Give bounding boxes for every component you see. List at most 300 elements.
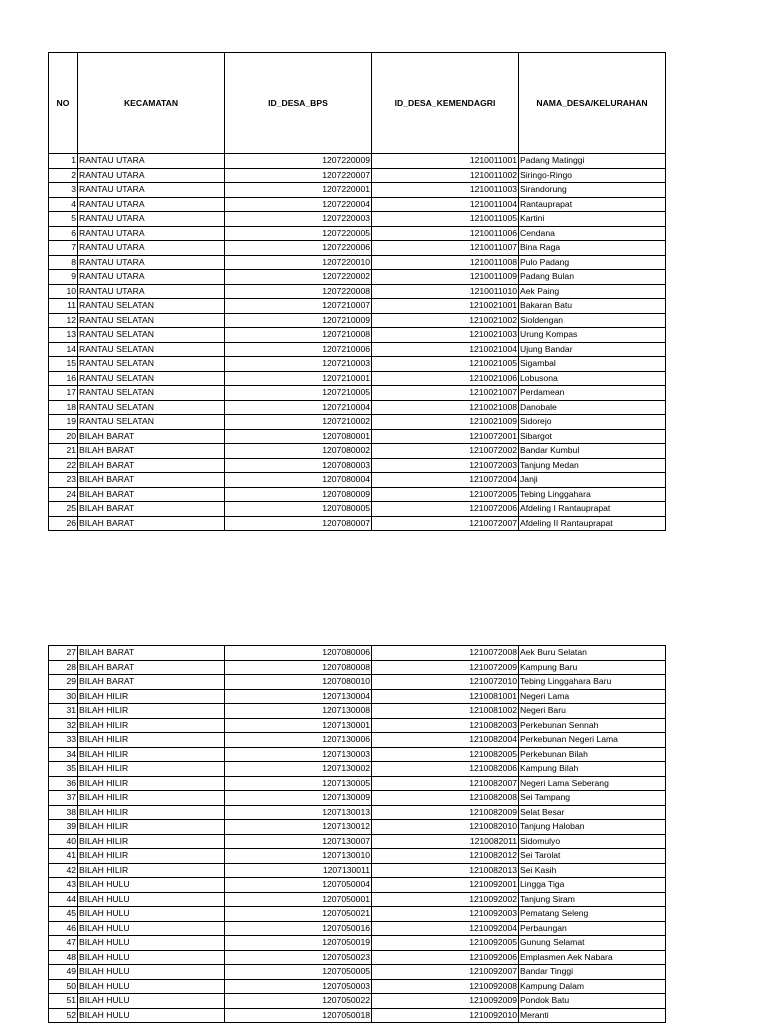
row-id-desa-bps: 1207050016 bbox=[225, 921, 372, 936]
row-kecamatan: BILAH BARAT bbox=[78, 473, 225, 488]
table-row bbox=[49, 386, 666, 401]
row-id-desa-kemendagri: 1210082009 bbox=[372, 805, 519, 820]
row-id-desa-kemendagri: 1210082004 bbox=[372, 733, 519, 748]
row-no: 45 bbox=[49, 907, 78, 922]
village-table-page-2 bbox=[48, 645, 666, 1023]
row-nama-desa: Kampung Bilah bbox=[519, 762, 666, 777]
row-id-desa-kemendagri: 1210081002 bbox=[372, 704, 519, 719]
row-nama-desa: Sei Tarolat bbox=[519, 849, 666, 864]
row-id-desa-bps: 1207080006 bbox=[225, 646, 372, 661]
row-kecamatan: BILAH HULU bbox=[78, 1008, 225, 1023]
row-no: 52 bbox=[49, 1008, 78, 1023]
row-nama-desa: Kartini bbox=[519, 212, 666, 227]
row-id-desa-bps: 1207050001 bbox=[225, 892, 372, 907]
row-id-desa-kemendagri: 1210021004 bbox=[372, 342, 519, 357]
row-id-desa-bps: 1207130004 bbox=[225, 689, 372, 704]
row-kecamatan: RANTAU UTARA bbox=[78, 197, 225, 212]
row-no: 50 bbox=[49, 979, 78, 994]
table-row bbox=[49, 516, 666, 531]
row-kecamatan: BILAH HILIR bbox=[78, 776, 225, 791]
row-kecamatan: BILAH HULU bbox=[78, 936, 225, 951]
header-nama-desa: NAMA_DESA/KELURAHAN bbox=[519, 53, 666, 154]
row-kecamatan: RANTAU UTARA bbox=[78, 255, 225, 270]
row-id-desa-bps: 1207130011 bbox=[225, 863, 372, 878]
row-id-desa-kemendagri: 1210011001 bbox=[372, 154, 519, 169]
row-nama-desa: Pematang Seleng bbox=[519, 907, 666, 922]
table-row bbox=[49, 805, 666, 820]
table-row bbox=[49, 718, 666, 733]
row-no: 12 bbox=[49, 313, 78, 328]
row-nama-desa: Sei Tampang bbox=[519, 791, 666, 806]
row-id-desa-bps: 1207050003 bbox=[225, 979, 372, 994]
row-id-desa-bps: 1207210003 bbox=[225, 357, 372, 372]
row-id-desa-kemendagri: 1210082008 bbox=[372, 791, 519, 806]
row-kecamatan: RANTAU UTARA bbox=[78, 212, 225, 227]
row-kecamatan: RANTAU SELATAN bbox=[78, 342, 225, 357]
row-id-desa-bps: 1207080004 bbox=[225, 473, 372, 488]
row-id-desa-kemendagri: 1210082011 bbox=[372, 834, 519, 849]
row-nama-desa: Sigambal bbox=[519, 357, 666, 372]
row-no: 20 bbox=[49, 429, 78, 444]
row-id-desa-bps: 1207210008 bbox=[225, 328, 372, 343]
row-kecamatan: BILAH HILIR bbox=[78, 733, 225, 748]
row-no: 25 bbox=[49, 502, 78, 517]
row-nama-desa: Rantauprapat bbox=[519, 197, 666, 212]
table-row bbox=[49, 473, 666, 488]
table-body bbox=[49, 646, 666, 1023]
row-nama-desa: Emplasmen Aek Nabara bbox=[519, 950, 666, 965]
table-row bbox=[49, 313, 666, 328]
table-row bbox=[49, 241, 666, 256]
row-no: 48 bbox=[49, 950, 78, 965]
row-id-desa-kemendagri: 1210082007 bbox=[372, 776, 519, 791]
row-kecamatan: BILAH HULU bbox=[78, 892, 225, 907]
row-id-desa-bps: 1207080007 bbox=[225, 516, 372, 531]
row-id-desa-kemendagri: 1210011002 bbox=[372, 168, 519, 183]
row-id-desa-kemendagri: 1210082003 bbox=[372, 718, 519, 733]
row-no: 5 bbox=[49, 212, 78, 227]
row-id-desa-bps: 1207080009 bbox=[225, 487, 372, 502]
row-no: 37 bbox=[49, 791, 78, 806]
row-id-desa-kemendagri: 1210072007 bbox=[372, 516, 519, 531]
table-row bbox=[49, 646, 666, 661]
row-nama-desa: Pondok Batu bbox=[519, 994, 666, 1009]
table-row bbox=[49, 284, 666, 299]
row-no: 4 bbox=[49, 197, 78, 212]
row-no: 2 bbox=[49, 168, 78, 183]
row-kecamatan: BILAH BARAT bbox=[78, 444, 225, 459]
row-id-desa-bps: 1207210007 bbox=[225, 299, 372, 314]
row-id-desa-kemendagri: 1210021005 bbox=[372, 357, 519, 372]
row-id-desa-kemendagri: 1210072008 bbox=[372, 646, 519, 661]
row-id-desa-bps: 1207130001 bbox=[225, 718, 372, 733]
table-row bbox=[49, 921, 666, 936]
row-no: 33 bbox=[49, 733, 78, 748]
row-kecamatan: BILAH HILIR bbox=[78, 863, 225, 878]
table-row bbox=[49, 400, 666, 415]
row-id-desa-bps: 1207210005 bbox=[225, 386, 372, 401]
row-id-desa-kemendagri: 1210082012 bbox=[372, 849, 519, 864]
row-nama-desa: Tanjung Medan bbox=[519, 458, 666, 473]
row-kecamatan: BILAH BARAT bbox=[78, 502, 225, 517]
row-nama-desa: Tanjung Haloban bbox=[519, 820, 666, 835]
table-row bbox=[49, 849, 666, 864]
row-id-desa-bps: 1207130002 bbox=[225, 762, 372, 777]
row-id-desa-bps: 1207220010 bbox=[225, 255, 372, 270]
row-no: 28 bbox=[49, 660, 78, 675]
row-kecamatan: BILAH HULU bbox=[78, 994, 225, 1009]
row-kecamatan: BILAH BARAT bbox=[78, 660, 225, 675]
row-id-desa-kemendagri: 1210092006 bbox=[372, 950, 519, 965]
row-id-desa-bps: 1207210004 bbox=[225, 400, 372, 415]
row-id-desa-kemendagri: 1210081001 bbox=[372, 689, 519, 704]
row-kecamatan: RANTAU SELATAN bbox=[78, 328, 225, 343]
row-kecamatan: BILAH HILIR bbox=[78, 820, 225, 835]
row-kecamatan: BILAH BARAT bbox=[78, 516, 225, 531]
row-nama-desa: Cendana bbox=[519, 226, 666, 241]
row-no: 42 bbox=[49, 863, 78, 878]
row-kecamatan: BILAH HILIR bbox=[78, 689, 225, 704]
row-id-desa-bps: 1207220004 bbox=[225, 197, 372, 212]
table-row bbox=[49, 429, 666, 444]
row-id-desa-bps: 1207220005 bbox=[225, 226, 372, 241]
row-no: 27 bbox=[49, 646, 78, 661]
row-id-desa-kemendagri: 1210092007 bbox=[372, 965, 519, 980]
row-id-desa-kemendagri: 1210011010 bbox=[372, 284, 519, 299]
table-row bbox=[49, 487, 666, 502]
row-kecamatan: RANTAU SELATAN bbox=[78, 371, 225, 386]
row-kecamatan: BILAH BARAT bbox=[78, 429, 225, 444]
row-nama-desa: Aek Paing bbox=[519, 284, 666, 299]
table-row bbox=[49, 357, 666, 372]
header-no: NO bbox=[49, 53, 78, 154]
row-id-desa-bps: 1207050021 bbox=[225, 907, 372, 922]
row-no: 31 bbox=[49, 704, 78, 719]
row-id-desa-kemendagri: 1210082013 bbox=[372, 863, 519, 878]
table-row bbox=[49, 660, 666, 675]
row-id-desa-bps: 1207130008 bbox=[225, 704, 372, 719]
row-id-desa-kemendagri: 1210072003 bbox=[372, 458, 519, 473]
table-row bbox=[49, 444, 666, 459]
row-nama-desa: Perkebunan Negeri Lama bbox=[519, 733, 666, 748]
row-id-desa-kemendagri: 1210021006 bbox=[372, 371, 519, 386]
row-id-desa-bps: 1207130012 bbox=[225, 820, 372, 835]
row-nama-desa: Negeri Lama Seberang bbox=[519, 776, 666, 791]
row-nama-desa: Padang Bulan bbox=[519, 270, 666, 285]
row-id-desa-kemendagri: 1210092009 bbox=[372, 994, 519, 1009]
row-kecamatan: RANTAU SELATAN bbox=[78, 415, 225, 430]
table-row bbox=[49, 255, 666, 270]
row-id-desa-kemendagri: 1210011009 bbox=[372, 270, 519, 285]
row-id-desa-bps: 1207220009 bbox=[225, 154, 372, 169]
row-id-desa-bps: 1207220002 bbox=[225, 270, 372, 285]
row-no: 21 bbox=[49, 444, 78, 459]
header-id-desa-kemendagri: ID_DESA_KEMENDAGRI bbox=[372, 53, 519, 154]
row-id-desa-kemendagri: 1210021009 bbox=[372, 415, 519, 430]
row-no: 36 bbox=[49, 776, 78, 791]
row-kecamatan: RANTAU UTARA bbox=[78, 270, 225, 285]
row-nama-desa: Urung Kompas bbox=[519, 328, 666, 343]
row-kecamatan: RANTAU UTARA bbox=[78, 284, 225, 299]
row-nama-desa: Afdeling II Rantauprapat bbox=[519, 516, 666, 531]
row-id-desa-bps: 1207130005 bbox=[225, 776, 372, 791]
row-kecamatan: BILAH HILIR bbox=[78, 834, 225, 849]
table-row bbox=[49, 675, 666, 690]
row-nama-desa: Bandar Tinggi bbox=[519, 965, 666, 980]
row-no: 9 bbox=[49, 270, 78, 285]
row-nama-desa: Sidorejo bbox=[519, 415, 666, 430]
row-nama-desa: Perkebunan Sennah bbox=[519, 718, 666, 733]
row-no: 32 bbox=[49, 718, 78, 733]
table-row bbox=[49, 1008, 666, 1023]
table-row bbox=[49, 776, 666, 791]
row-no: 11 bbox=[49, 299, 78, 314]
table-row bbox=[49, 704, 666, 719]
row-id-desa-kemendagri: 1210072002 bbox=[372, 444, 519, 459]
row-id-desa-bps: 1207210009 bbox=[225, 313, 372, 328]
row-id-desa-kemendagri: 1210092001 bbox=[372, 878, 519, 893]
row-nama-desa: Lingga Tiga bbox=[519, 878, 666, 893]
row-id-desa-kemendagri: 1210011005 bbox=[372, 212, 519, 227]
table-row bbox=[49, 834, 666, 849]
row-no: 8 bbox=[49, 255, 78, 270]
row-kecamatan: BILAH BARAT bbox=[78, 646, 225, 661]
row-no: 19 bbox=[49, 415, 78, 430]
row-id-desa-bps: 1207220007 bbox=[225, 168, 372, 183]
row-id-desa-bps: 1207080005 bbox=[225, 502, 372, 517]
row-id-desa-bps: 1207080002 bbox=[225, 444, 372, 459]
row-id-desa-bps: 1207130003 bbox=[225, 747, 372, 762]
row-kecamatan: BILAH BARAT bbox=[78, 675, 225, 690]
table-row bbox=[49, 458, 666, 473]
row-id-desa-kemendagri: 1210021007 bbox=[372, 386, 519, 401]
row-id-desa-kemendagri: 1210021001 bbox=[372, 299, 519, 314]
table-row bbox=[49, 791, 666, 806]
row-id-desa-kemendagri: 1210021002 bbox=[372, 313, 519, 328]
row-no: 22 bbox=[49, 458, 78, 473]
row-id-desa-bps: 1207220008 bbox=[225, 284, 372, 299]
row-nama-desa: Lobusona bbox=[519, 371, 666, 386]
row-kecamatan: BILAH HULU bbox=[78, 965, 225, 980]
row-kecamatan: BILAH HILIR bbox=[78, 747, 225, 762]
table-row bbox=[49, 907, 666, 922]
row-id-desa-kemendagri: 1210011007 bbox=[372, 241, 519, 256]
row-nama-desa: Sei Kasih bbox=[519, 863, 666, 878]
row-no: 44 bbox=[49, 892, 78, 907]
row-id-desa-bps: 1207050005 bbox=[225, 965, 372, 980]
table-row bbox=[49, 168, 666, 183]
table-row bbox=[49, 502, 666, 517]
row-no: 41 bbox=[49, 849, 78, 864]
row-id-desa-kemendagri: 1210072006 bbox=[372, 502, 519, 517]
row-nama-desa: Perbaungan bbox=[519, 921, 666, 936]
table-row bbox=[49, 328, 666, 343]
row-no: 30 bbox=[49, 689, 78, 704]
row-id-desa-kemendagri: 1210072001 bbox=[372, 429, 519, 444]
row-kecamatan: RANTAU UTARA bbox=[78, 241, 225, 256]
row-nama-desa: Danobale bbox=[519, 400, 666, 415]
header-row bbox=[49, 53, 666, 154]
row-no: 26 bbox=[49, 516, 78, 531]
row-id-desa-kemendagri: 1210011006 bbox=[372, 226, 519, 241]
table-row bbox=[49, 950, 666, 965]
table-row bbox=[49, 863, 666, 878]
row-id-desa-kemendagri: 1210021008 bbox=[372, 400, 519, 415]
row-nama-desa: Ujung Bandar bbox=[519, 342, 666, 357]
row-no: 40 bbox=[49, 834, 78, 849]
row-id-desa-kemendagri: 1210092002 bbox=[372, 892, 519, 907]
table-row bbox=[49, 154, 666, 169]
row-nama-desa: Pulo Padang bbox=[519, 255, 666, 270]
row-kecamatan: BILAH HULU bbox=[78, 921, 225, 936]
row-kecamatan: BILAH HILIR bbox=[78, 704, 225, 719]
row-no: 13 bbox=[49, 328, 78, 343]
row-id-desa-bps: 1207050022 bbox=[225, 994, 372, 1009]
village-table-page-1 bbox=[48, 52, 666, 531]
row-nama-desa: Negeri Baru bbox=[519, 704, 666, 719]
row-id-desa-bps: 1207220001 bbox=[225, 183, 372, 198]
table-row bbox=[49, 878, 666, 893]
row-nama-desa: Siringo-Ringo bbox=[519, 168, 666, 183]
row-nama-desa: Aek Buru Selatan bbox=[519, 646, 666, 661]
row-no: 35 bbox=[49, 762, 78, 777]
row-kecamatan: RANTAU SELATAN bbox=[78, 386, 225, 401]
row-id-desa-bps: 1207220003 bbox=[225, 212, 372, 227]
row-kecamatan: BILAH HULU bbox=[78, 907, 225, 922]
table-row bbox=[49, 212, 666, 227]
row-id-desa-kemendagri: 1210072005 bbox=[372, 487, 519, 502]
row-nama-desa: Selat Besar bbox=[519, 805, 666, 820]
row-id-desa-kemendagri: 1210082010 bbox=[372, 820, 519, 835]
row-kecamatan: RANTAU SELATAN bbox=[78, 313, 225, 328]
row-id-desa-bps: 1207130009 bbox=[225, 791, 372, 806]
row-no: 3 bbox=[49, 183, 78, 198]
row-id-desa-bps: 1207220006 bbox=[225, 241, 372, 256]
row-nama-desa: Padang Matinggi bbox=[519, 154, 666, 169]
row-no: 47 bbox=[49, 936, 78, 951]
row-nama-desa: Tanjung Siram bbox=[519, 892, 666, 907]
row-id-desa-kemendagri: 1210011004 bbox=[372, 197, 519, 212]
row-no: 29 bbox=[49, 675, 78, 690]
row-nama-desa: Tebing Linggahara bbox=[519, 487, 666, 502]
row-no: 1 bbox=[49, 154, 78, 169]
row-id-desa-kemendagri: 1210092003 bbox=[372, 907, 519, 922]
row-nama-desa: Bandar Kumbul bbox=[519, 444, 666, 459]
row-id-desa-bps: 1207050019 bbox=[225, 936, 372, 951]
table-row bbox=[49, 747, 666, 762]
row-id-desa-bps: 1207210006 bbox=[225, 342, 372, 357]
table-row bbox=[49, 733, 666, 748]
header-kecamatan: KECAMATAN bbox=[78, 53, 225, 154]
table-row bbox=[49, 762, 666, 777]
row-kecamatan: BILAH HILIR bbox=[78, 762, 225, 777]
row-no: 18 bbox=[49, 400, 78, 415]
table-row bbox=[49, 936, 666, 951]
row-kecamatan: BILAH HILIR bbox=[78, 718, 225, 733]
row-id-desa-kemendagri: 1210011008 bbox=[372, 255, 519, 270]
row-id-desa-bps: 1207130007 bbox=[225, 834, 372, 849]
table-row bbox=[49, 979, 666, 994]
row-kecamatan: BILAH HILIR bbox=[78, 805, 225, 820]
row-id-desa-kemendagri: 1210092010 bbox=[372, 1008, 519, 1023]
row-nama-desa: Meranti bbox=[519, 1008, 666, 1023]
row-kecamatan: RANTAU SELATAN bbox=[78, 299, 225, 314]
row-no: 49 bbox=[49, 965, 78, 980]
table-body bbox=[49, 154, 666, 531]
row-nama-desa: Sioldengan bbox=[519, 313, 666, 328]
table-row bbox=[49, 183, 666, 198]
table-row bbox=[49, 892, 666, 907]
table-row bbox=[49, 299, 666, 314]
row-no: 23 bbox=[49, 473, 78, 488]
table-row bbox=[49, 689, 666, 704]
row-id-desa-kemendagri: 1210082005 bbox=[372, 747, 519, 762]
row-id-desa-kemendagri: 1210021003 bbox=[372, 328, 519, 343]
row-no: 39 bbox=[49, 820, 78, 835]
row-nama-desa: Afdeling I Rantauprapat bbox=[519, 502, 666, 517]
row-kecamatan: RANTAU SELATAN bbox=[78, 357, 225, 372]
row-kecamatan: RANTAU UTARA bbox=[78, 183, 225, 198]
row-kecamatan: BILAH HULU bbox=[78, 950, 225, 965]
row-nama-desa: Sidomulyo bbox=[519, 834, 666, 849]
row-no: 10 bbox=[49, 284, 78, 299]
row-nama-desa: Gunung Selamat bbox=[519, 936, 666, 951]
row-nama-desa: Sibargot bbox=[519, 429, 666, 444]
row-kecamatan: BILAH BARAT bbox=[78, 458, 225, 473]
row-id-desa-kemendagri: 1210092004 bbox=[372, 921, 519, 936]
row-id-desa-kemendagri: 1210072010 bbox=[372, 675, 519, 690]
row-id-desa-kemendagri: 1210092008 bbox=[372, 979, 519, 994]
row-kecamatan: RANTAU UTARA bbox=[78, 154, 225, 169]
row-nama-desa: Kampung Baru bbox=[519, 660, 666, 675]
row-id-desa-kemendagri: 1210011003 bbox=[372, 183, 519, 198]
row-kecamatan: BILAH HILIR bbox=[78, 849, 225, 864]
row-id-desa-bps: 1207080010 bbox=[225, 675, 372, 690]
row-no: 17 bbox=[49, 386, 78, 401]
row-id-desa-bps: 1207080001 bbox=[225, 429, 372, 444]
row-kecamatan: BILAH HULU bbox=[78, 878, 225, 893]
table-row bbox=[49, 415, 666, 430]
row-kecamatan: BILAH HILIR bbox=[78, 791, 225, 806]
table-row bbox=[49, 226, 666, 241]
table-row bbox=[49, 342, 666, 357]
row-nama-desa: Tebing Linggahara Baru bbox=[519, 675, 666, 690]
table-row bbox=[49, 965, 666, 980]
row-kecamatan: BILAH BARAT bbox=[78, 487, 225, 502]
row-nama-desa: Kampung Dalam bbox=[519, 979, 666, 994]
row-id-desa-bps: 1207050004 bbox=[225, 878, 372, 893]
row-no: 34 bbox=[49, 747, 78, 762]
table-row bbox=[49, 270, 666, 285]
row-nama-desa: Perkebunan Bilah bbox=[519, 747, 666, 762]
row-no: 51 bbox=[49, 994, 78, 1009]
row-id-desa-bps: 1207050018 bbox=[225, 1008, 372, 1023]
row-id-desa-bps: 1207210001 bbox=[225, 371, 372, 386]
row-no: 7 bbox=[49, 241, 78, 256]
row-nama-desa: Bina Raga bbox=[519, 241, 666, 256]
row-no: 24 bbox=[49, 487, 78, 502]
row-id-desa-bps: 1207080008 bbox=[225, 660, 372, 675]
row-no: 43 bbox=[49, 878, 78, 893]
row-id-desa-bps: 1207050023 bbox=[225, 950, 372, 965]
row-nama-desa: Sirandorung bbox=[519, 183, 666, 198]
row-nama-desa: Janji bbox=[519, 473, 666, 488]
row-nama-desa: Negeri Lama bbox=[519, 689, 666, 704]
row-id-desa-bps: 1207210002 bbox=[225, 415, 372, 430]
row-no: 46 bbox=[49, 921, 78, 936]
row-id-desa-bps: 1207080003 bbox=[225, 458, 372, 473]
row-id-desa-kemendagri: 1210072009 bbox=[372, 660, 519, 675]
